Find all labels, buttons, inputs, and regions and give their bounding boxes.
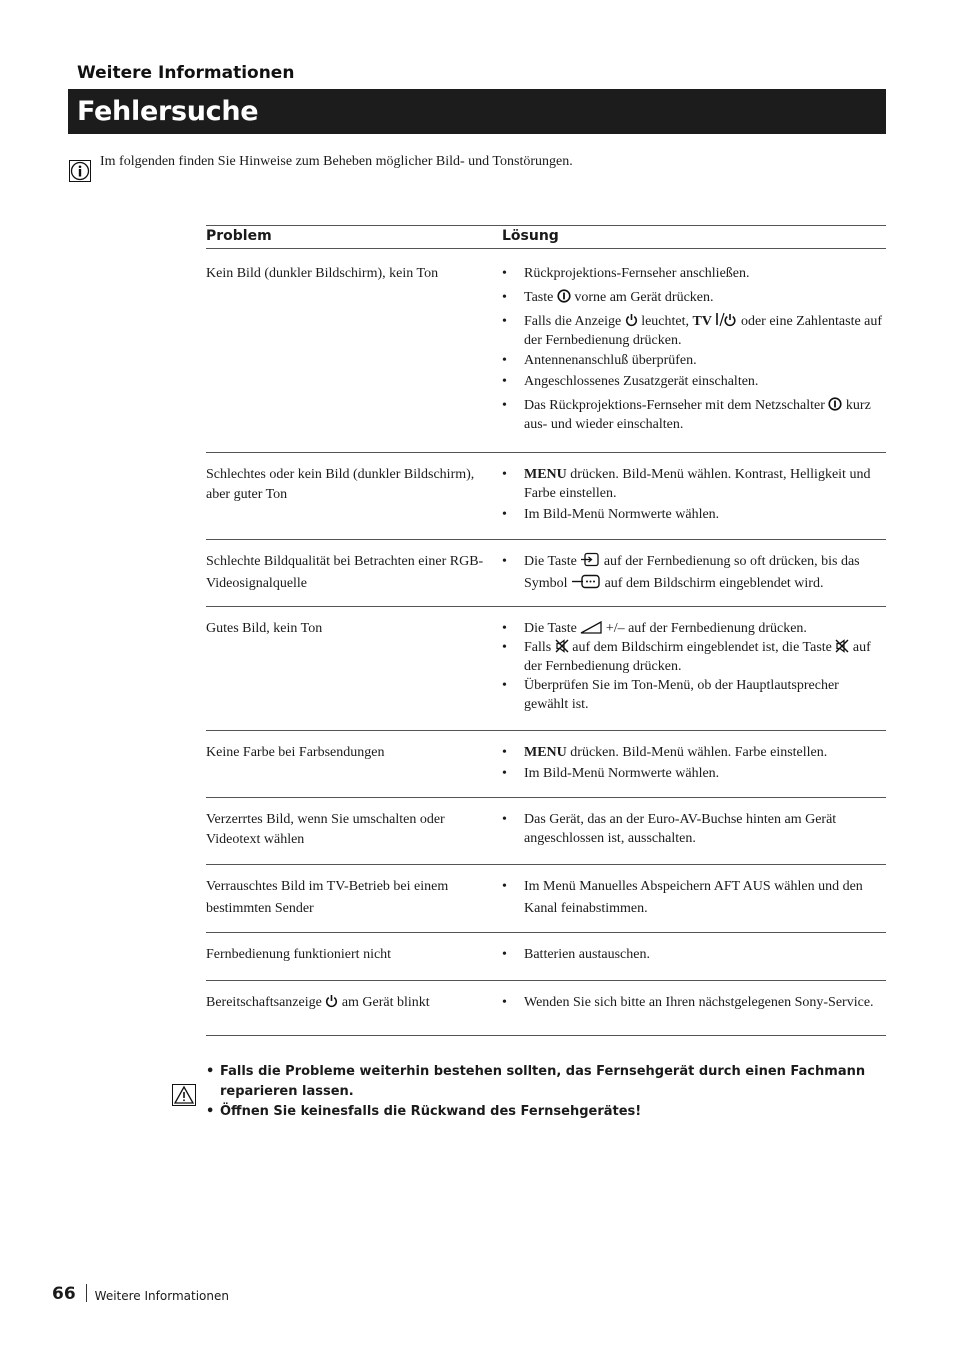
solution-item: • Überprüfen Sie im Ton-Menü, ob der Hauptlautsprecher gewählt ist. xyxy=(502,676,886,714)
col-problem: Problem xyxy=(206,228,272,244)
solution-cell xyxy=(502,945,886,980)
problem-text: Schlechte Bildqualität bei Betrachten einer RGB-Videosignalquelle xyxy=(206,554,484,591)
problem-text: Keine Farbe bei Farbsendungen xyxy=(206,745,385,760)
solution-cell xyxy=(502,876,886,932)
solution-item: • Rückprojektions-Fernseher anschließen. xyxy=(502,264,886,283)
warning-notes xyxy=(206,1062,896,1122)
volume-icon xyxy=(580,621,602,634)
tv-key-label: TV xyxy=(692,314,712,329)
page-footer xyxy=(52,1284,229,1304)
power-icon xyxy=(325,994,338,1008)
mute-icon xyxy=(555,639,569,653)
troubleshooting-table xyxy=(206,225,886,1036)
page-title: Fehlersuche xyxy=(77,96,259,127)
solution-cell xyxy=(502,619,886,730)
intro-text: Im folgenden finden Sie Hinweise zum Beheben möglicher Bild- und Tonstörungen. xyxy=(100,154,573,169)
mute-icon xyxy=(835,639,849,653)
solution-cell xyxy=(502,810,886,864)
solution-item: • Das Rückprojektions-Fernseher mit dem Netzschalter kurz aus- und wieder einschalten. xyxy=(502,396,886,434)
table-row xyxy=(206,540,886,607)
menu-key-label: MENU xyxy=(524,467,567,482)
solution-item: • Im Bild-Menü Normwerte wählen. xyxy=(502,764,886,783)
problem-text: Verrauschtes Bild im TV-Betrieb bei einem bestimmten Sender xyxy=(206,879,449,916)
solution-item: • Taste vorne am Gerät drücken. xyxy=(502,288,886,307)
problem-text: Fernbedienung funktioniert nicht xyxy=(206,947,392,962)
table-row xyxy=(206,731,886,798)
title-bar xyxy=(68,89,886,134)
solution-item: • Batterien austauschen. xyxy=(502,945,886,964)
footer-section-label: Weitere Informationen xyxy=(94,1289,229,1303)
solution-item: • Die Taste auf der Fernbedienung so oft drücken, bis das Symbol auf dem Bildschirm eingeblendet wird. xyxy=(502,551,886,595)
warning-icon xyxy=(172,1084,196,1106)
col-solution: Lösung xyxy=(502,228,559,244)
section-heading: Weitere Informationen xyxy=(77,63,295,83)
power-icon xyxy=(625,313,638,327)
solution-item: • Das Gerät, das an der Euro-AV-Buchse hinten am Gerät angeschlossen ist, ausschalten. xyxy=(502,810,886,848)
solution-item: • Die Taste +/– auf der Fernbedienung drücken. xyxy=(502,619,886,638)
table-row xyxy=(206,607,886,731)
solution-cell xyxy=(502,743,886,797)
table-row xyxy=(206,933,886,981)
solution-cell xyxy=(502,465,886,539)
input-select-icon xyxy=(580,552,600,567)
table-row xyxy=(206,865,886,933)
solution-item: • Im Menü Manuelles Abspeichern AFT AUS wählen und den Kanal feinabstimmen. xyxy=(502,876,886,920)
solution-item: • Antennenanschluß überprüfen. xyxy=(502,351,886,370)
table-row xyxy=(206,453,886,540)
problem-text: Bereitschaftsanzeige xyxy=(206,995,322,1010)
solution-cell xyxy=(502,993,886,1035)
table-row xyxy=(206,981,886,1036)
problem-text: Verzerrtes Bild, wenn Sie umschalten oder Videotext wählen xyxy=(206,812,445,847)
page-number: 66 xyxy=(52,1284,76,1304)
solution-item: • Im Bild-Menü Normwerte wählen. xyxy=(502,505,886,524)
warning-item: • Falls die Probleme weiterhin bestehen sollten, das Fernsehgerät durch einen Fachmann reparieren lassen. xyxy=(206,1062,896,1102)
solution-item: • Falls auf dem Bildschirm eingeblendet ist, die Taste auf der Fernbedienung drücken. xyxy=(502,638,886,676)
solution-item: • MENU drücken. Bild-Menü wählen. Kontrast, Helligkeit und Farbe einstellen. xyxy=(502,465,886,503)
solution-item: • Wenden Sie sich bitte an Ihren nächstgelegenen Sony-Service. xyxy=(502,993,886,1012)
warning-item: • Öffnen Sie keinesfalls die Rückwand des Fernsehgerätes! xyxy=(206,1102,896,1122)
problem-text: Gutes Bild, kein Ton xyxy=(206,621,323,636)
problem-text: Schlechtes oder kein Bild (dunkler Bildschirm), aber guter Ton xyxy=(206,467,475,502)
tv-standby-key-icon xyxy=(715,312,737,327)
table-row xyxy=(206,249,886,453)
footer-divider xyxy=(86,1284,87,1302)
solution-item: • Falls die Anzeige leuchtet, TV oder eine Zahlentaste auf der Fernbedienung drücken. xyxy=(502,312,886,350)
solution-item: • MENU drücken. Bild-Menü wählen. Farbe einstellen. xyxy=(502,743,886,762)
menu-key-label: MENU xyxy=(524,745,567,760)
info-icon xyxy=(69,160,91,182)
problem-text: am Gerät blinkt xyxy=(341,995,430,1010)
problem-text: Kein Bild (dunkler Bildschirm), kein Ton xyxy=(206,266,439,281)
solution-cell xyxy=(502,264,886,452)
mains-switch-icon xyxy=(828,397,842,411)
mains-switch-icon xyxy=(557,289,571,303)
solution-cell xyxy=(502,551,886,606)
table-header xyxy=(206,225,886,249)
rgb-symbol-icon xyxy=(571,574,601,589)
table-row xyxy=(206,798,886,865)
solution-item: • Angeschlossenes Zusatzgerät einschalten. xyxy=(502,372,886,391)
problem-cell xyxy=(206,993,502,1035)
